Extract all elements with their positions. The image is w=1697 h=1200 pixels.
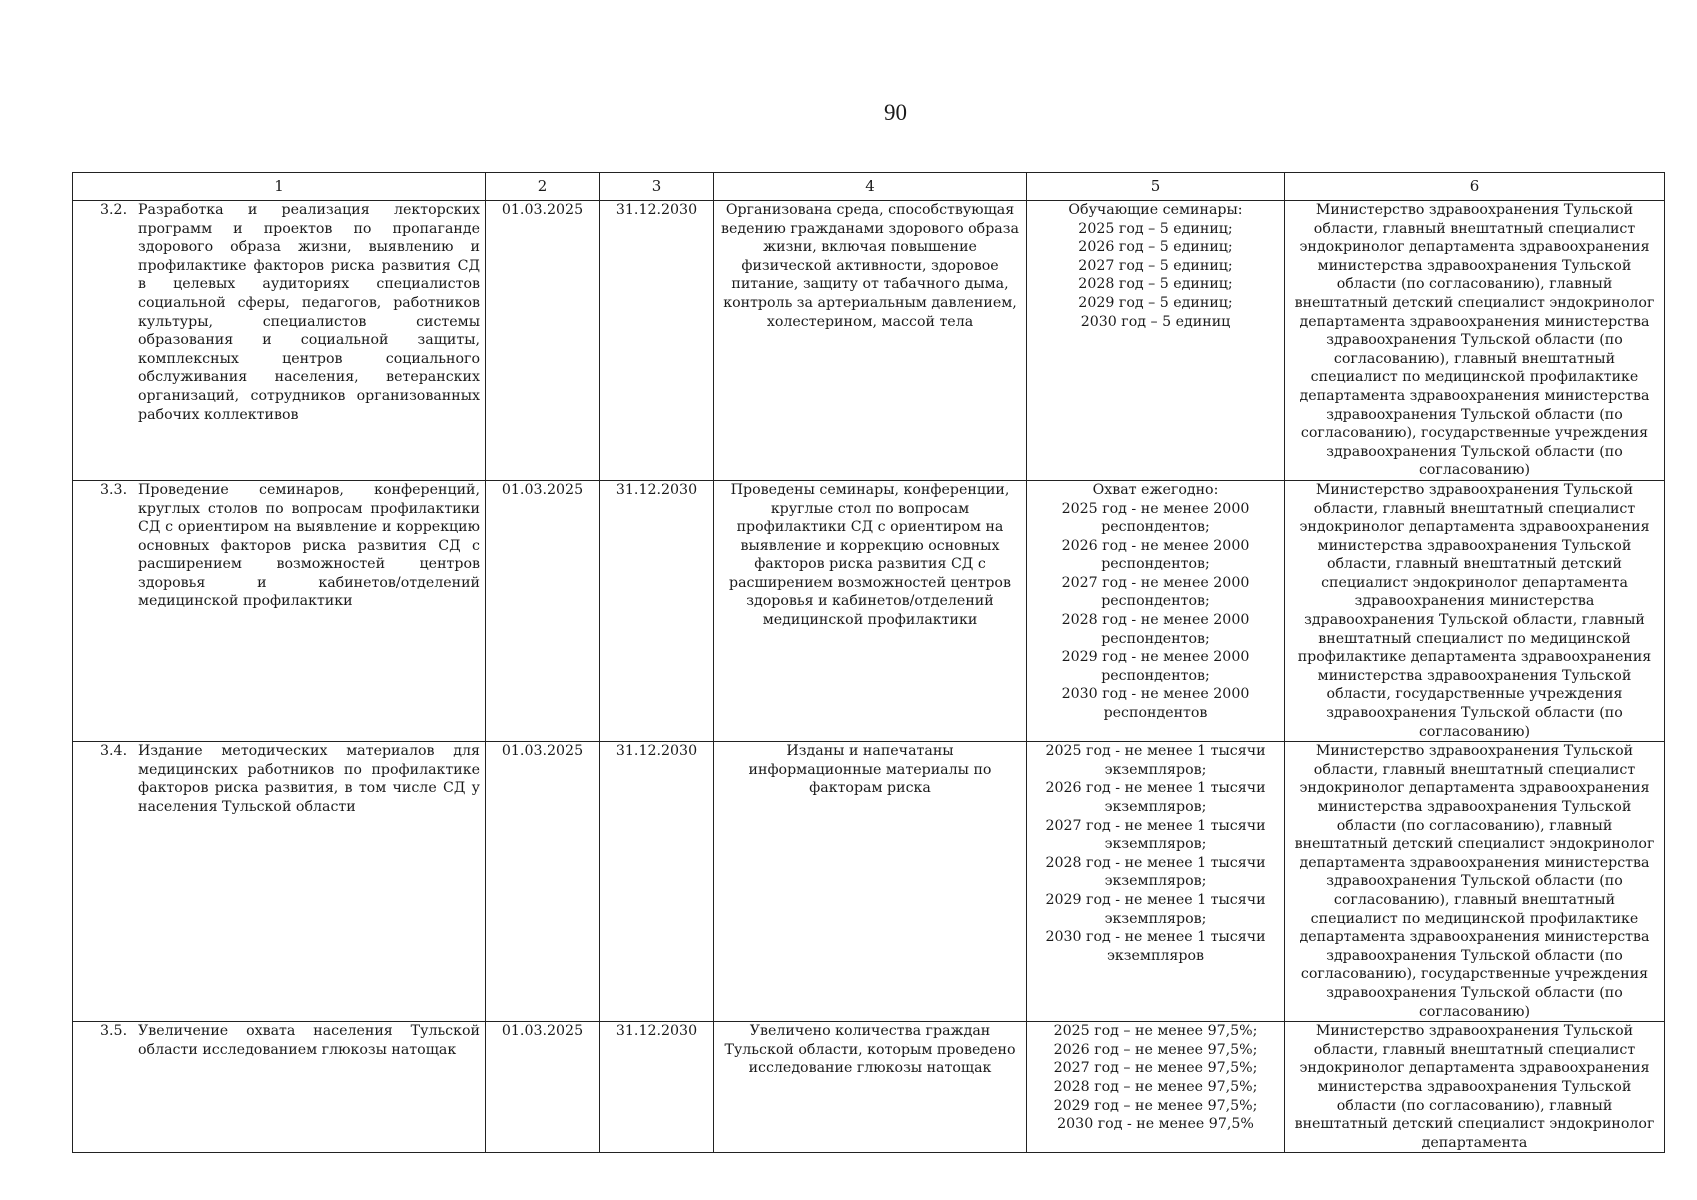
indicator-line: 2025 год - не менее 1 тысячи экземпляров;: [1045, 743, 1266, 778]
indicator-line: 2025 год – не менее 97,5%;: [1053, 1023, 1258, 1040]
indicator-line: 2030 год – 5 единиц: [1080, 313, 1231, 330]
measure-cell: [73, 1022, 486, 1153]
indicator-line: 2028 год - не менее 1 тысячи экземпляров;: [1045, 854, 1266, 890]
item-number: 3.3.: [100, 481, 128, 498]
measure-cell: [73, 742, 486, 1022]
measure-name: Проведение семинаров, конференций, круглых столов по вопросам профилактики СД с ориентиром на выявление и коррекцию основных факторов риска развития СД с расширением возможностей центров здоровья и кабинетов/отделений медицинской профилактики: [138, 481, 480, 610]
measure-name: Увеличение охвата населения Тульской области исследованием глюкозы натощак: [138, 1023, 480, 1058]
indicator-line: 2026 год - не менее 2000 респондентов;: [1061, 537, 1250, 573]
expected-result: Изданы и напечатаны информационные материалы по факторам риска: [714, 742, 1027, 1022]
table-row: [73, 742, 1665, 1022]
table-row: [73, 1022, 1665, 1153]
end-date: 31.12.2030: [600, 1022, 714, 1153]
end-date: 31.12.2030: [600, 201, 714, 481]
indicator-line: 2028 год – 5 единиц;: [1078, 276, 1233, 293]
column-header: 6: [1285, 173, 1665, 201]
indicator-line: 2026 год – не менее 97,5%;: [1053, 1041, 1258, 1058]
column-header: 2: [486, 173, 600, 201]
column-header: 3: [600, 173, 714, 201]
responsible-parties: Министерство здравоохранения Тульской области, главный внештатный специалист эндокринолог департамента здравоохранения министерства здравоохранения Тульской области, главный внештатный детский специалист эндокринолог департамента здравоохранения министерства здравоохранения Тульской области, главный внештатный специалист по медицинской профилактике департамента здравоохранения министерства здравоохранения Тульской области, государственные учреждения здравоохранения Тульской области (по согласованию): [1285, 480, 1665, 741]
table-row: [73, 480, 1665, 741]
indicator-line: 2029 год – не менее 97,5%;: [1053, 1097, 1258, 1114]
expected-result: Проведены семинары, конференции, круглые стол по вопросам профилактики СД с ориентиром на выявление и коррекцию основных факторов риска развития СД с расширением возможностей центров здоровья и кабинетов/отделений медицинской профилактики: [714, 480, 1027, 741]
indicator-line: 2029 год - не менее 2000 респондентов;: [1061, 649, 1250, 684]
measure-cell: [73, 480, 486, 741]
start-date: 01.03.2025: [486, 742, 600, 1022]
indicator-line: 2027 год – 5 единиц;: [1078, 257, 1233, 274]
table-header-row: [73, 173, 1665, 201]
action-plan-table: [72, 172, 1665, 1153]
table-row: [73, 201, 1665, 481]
indicator-line: 2027 год - не менее 1 тысячи экземпляров;: [1045, 817, 1266, 853]
indicators: [1027, 480, 1285, 741]
indicator-line: 2028 год – не менее 97,5%;: [1053, 1078, 1258, 1095]
responsible-parties: Министерство здравоохранения Тульской области, главный внештатный специалист эндокринолог департамента здравоохранения министерства здравоохранения Тульской области (по согласованию), главный внештатный детский специалист эндокринолог департамента здравоохранения министерства здравоохранения Тульской области (по согласованию), главный внештатный специалист по медицинской профилактике департамента здравоохранения министерства здравоохранения Тульской области (по согласованию), государственные учреждения здравоохранения Тульской области (по согласованию): [1285, 201, 1665, 481]
column-header: 5: [1027, 173, 1285, 201]
page-number: 90: [884, 100, 907, 125]
indicator-line: 2026 год – 5 единиц;: [1078, 239, 1233, 256]
responsible-parties: Министерство здравоохранения Тульской области, главный внештатный специалист эндокринолог департамента здравоохранения министерства здравоохранения Тульской области (по согласованию), главный внештатный детский специалист эндокринолог департамента: [1285, 1022, 1665, 1153]
item-number: 3.5.: [100, 1023, 128, 1040]
indicator-line: 2025 год - не менее 2000 респондентов;: [1061, 500, 1250, 536]
start-date: 01.03.2025: [486, 1022, 600, 1153]
indicators: [1027, 1022, 1285, 1153]
measure-cell: [73, 201, 486, 481]
column-header: 1: [73, 173, 486, 201]
start-date: 01.03.2025: [486, 201, 600, 481]
measure-name: Издание методических материалов для медицинских работников по профилактике факторов риска развития, в том числе СД у населения Тульской области: [138, 743, 480, 815]
item-number: 3.4.: [100, 743, 128, 760]
indicator-line: 2029 год - не менее 1 тысячи экземпляров;: [1045, 891, 1266, 927]
start-date: 01.03.2025: [486, 480, 600, 741]
expected-result: Увеличено количества граждан Тульской области, которым проведено исследование глюкозы натощак: [714, 1022, 1027, 1153]
measure-name: Разработка и реализация лекторских программ и проектов по пропаганде здорового образа жизни, выявлению и профилактике факторов риска развития СД в целевых аудиториях специалистов социальной сферы, педагогов, работников культуры, специалистов системы образования и социальной защиты, комплексных центров социального обслуживания населения, ветеранских организаций, сотрудников организованных рабочих коллективов: [138, 202, 480, 423]
item-number: 3.2.: [100, 202, 128, 218]
indicator-line: 2028 год - не менее 2000 респондентов;: [1061, 612, 1250, 647]
indicators: [1027, 201, 1285, 481]
indicator-line: 2030 год - не менее 1 тысячи экземпляров: [1045, 929, 1266, 964]
end-date: 31.12.2030: [600, 742, 714, 1022]
expected-result: Организована среда, способствующая ведению гражданами здорового образа жизни, включая повышение физической активности, здоровое питание, защиту от табачного дыма, контроль за артериальным давлением, холестерином, массой тела: [714, 201, 1027, 481]
indicator-line: 2029 год – 5 единиц;: [1078, 294, 1233, 311]
indicators: [1027, 742, 1285, 1022]
responsible-parties: Министерство здравоохранения Тульской области, главный внештатный специалист эндокринолог департамента здравоохранения министерства здравоохранения Тульской области (по согласованию), главный внештатный детский специалист эндокринолог департамента здравоохранения министерства здравоохранения Тульской области (по согласованию), главный внештатный специалист по медицинской профилактике департамента здравоохранения министерства здравоохранения Тульской области (по согласованию), государственные учреждения здравоохранения Тульской области (по согласованию): [1285, 742, 1665, 1022]
indicator-line: Обучающие семинары:: [1068, 202, 1243, 218]
end-date: 31.12.2030: [600, 480, 714, 741]
indicator-line: 2027 год - не менее 2000 респондентов;: [1061, 574, 1250, 610]
indicator-line: Охват ежегодно:: [1092, 481, 1219, 498]
indicator-line: 2030 год - не менее 2000 респондентов: [1061, 686, 1250, 722]
indicator-line: 2027 год – не менее 97,5%;: [1053, 1060, 1258, 1077]
indicator-line: 2026 год - не менее 1 тысячи экземпляров;: [1045, 780, 1266, 815]
indicator-line: 2030 год - не менее 97,5%: [1057, 1116, 1254, 1133]
column-header: 4: [714, 173, 1027, 201]
indicator-line: 2025 год – 5 единиц;: [1078, 220, 1233, 237]
